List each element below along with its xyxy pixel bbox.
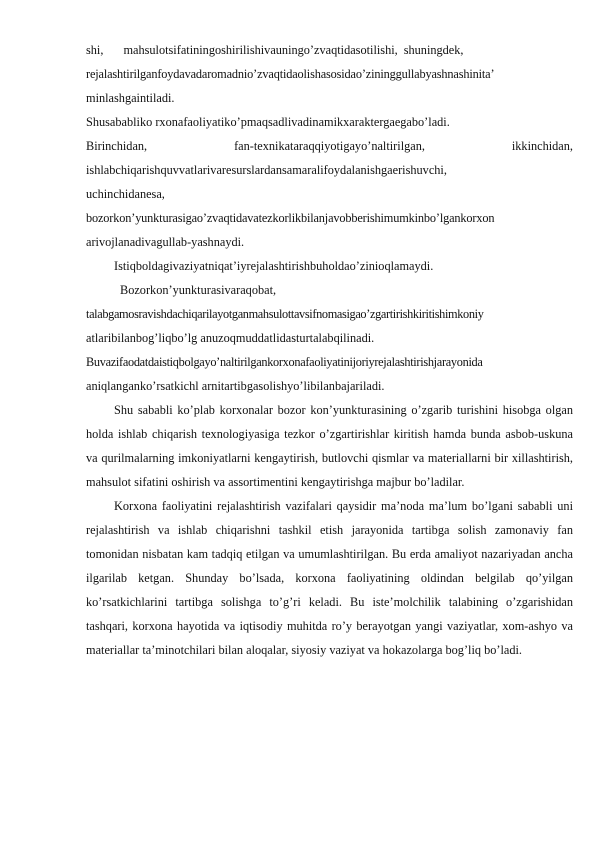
text-line-15: aniqlanganko’rsatkichl arnitartibgasolishyo’libilanbajariladi. [86,379,385,393]
text-line-9: arivojlanadivagullab-yashnaydi. [86,235,245,249]
paragraph-2: Korxona faoliyatini rejalashtirish vazifalari qaysidir ma’noda ma’lum bo’lgani sababli uni rejalashtirish va ishlab chiqarishni tashkil etish jarayonida tartibga solish zamonaviy fan tomonidan nisbatan kam tadqiq etilgan va umumlashtirilgan. Bu erda amaliyot nazariyadan ancha ilgarilab ketgan. Shunday bo’lsada, korxona faoliyatining oldindan belgilab qo’yilgan ko’rsatkichlarini tartibga solishga to’g’ri keladi. Bu iste’molchilik talabining o’zgarishidan tashqari, korxona hayotida va iqtisodiy muhitda ro’y berayotgan yangi vaziyatlar, xom-ashyo va materiallar ta’minotchilari bilan aloqalar, siyosiy vaziyat va hokazolarga bog’liq bo’ladi. [86,499,573,657]
text-fragment: mahsulotsifatiningoshirilishivauningo’zvaqtidasotilishi, [123,43,398,57]
text-line-13: atlaribilanbog’liqbo’lg anuzoqmuddatlidasturtalabqilinadi. [86,331,375,345]
text-line-6: ishlabchiqarishquvvatlarivaresurslardansamaralifoydalanishgaerishuvchi, [86,163,447,177]
text-fragment: fan-texnikataraqqiyotigayo’naltirilgan, [234,139,425,153]
document-page [86,38,573,662]
text-line-2: rejalashtirilganfoydavadaromadnio’zvaqtidaolishasosidao’zininggullabyashnashinita’ [86,67,495,81]
text-line-12: talabgamosravishdachiqarilayotganmahsulottavsifnomasigao’zgartirishkiritishimkoniy [86,307,484,321]
text-line-11: Bozorkon’yunkturasivaraqobat, [120,283,277,297]
text-line-3: minlashgaintiladi. [86,91,175,105]
text-fragment: shuningdek, [403,43,464,57]
text-fragment: ikkinchidan, [511,139,573,153]
text-line-8: bozorkon’yunkturasigao’zvaqtidavatezkorlikbilanjavobberishimumkinbo’lgankorxon [86,211,495,225]
text-line-10: Istiqboldagivaziyatniqat’iyrejalashtirishbuholdao’zinioqlamaydi. [114,259,434,273]
text-line-4: Shusababliko rxonafaoliyatiko’pmaqsadlivadinamikxaraktergaegabo’ladi. [86,115,450,129]
text-line-1 [86,38,573,62]
text-line-14: Buvazifaodatdaistiqbolgayo’naltirilgankorxonafaoliyatinijoriyrejalashtirishjarayonida [86,355,483,369]
paragraph-1: Shu sababli ko’plab korxonalar bozor kon’yunkturasining o’zgarib turishini hisobga olgan holda ishlab chiqarish texnologiyasiga tezkor o’zgartirishlar kiritish hamda bunda asbob-uskuna va qurilmalarning imkoniyatlarni kengaytirish, butlovchi qismlar va materiallarni bir xillashtirish, mahsulot sifatini oshirish va assortimentini kengaytirishga majbur bo’ladilar. [86,403,573,489]
text-fragment: Birinchidan, [86,139,148,153]
text-line-5 [86,134,573,158]
text-line-7: uchinchidanesa, [86,187,165,201]
text-fragment: shi, [86,43,104,57]
